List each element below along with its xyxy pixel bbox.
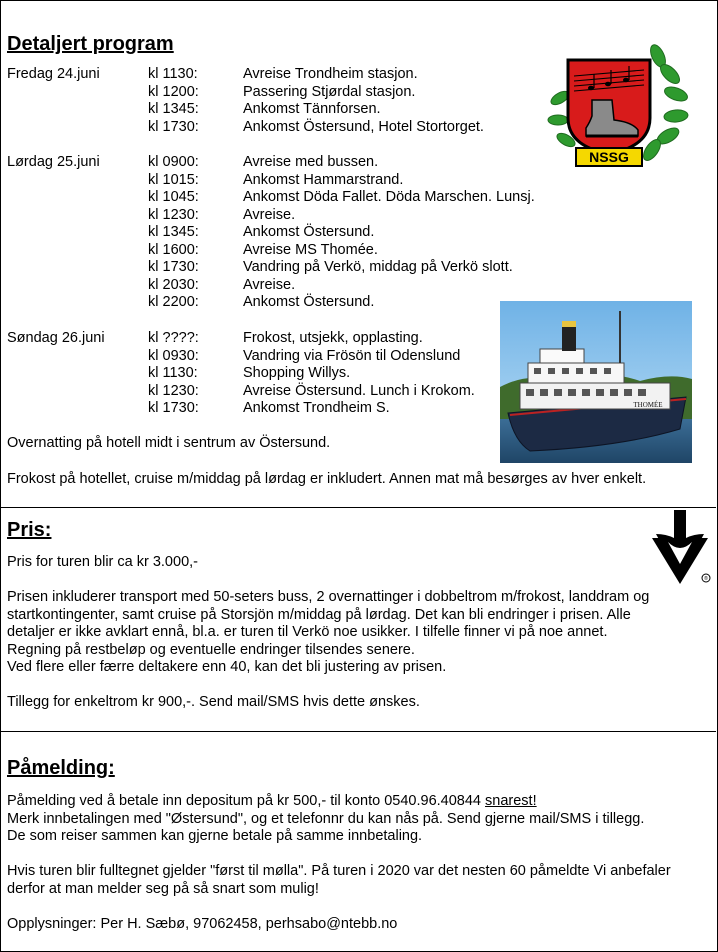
activity: Ankomst Döda Fallet. Döda Marschen. Lunsj. xyxy=(243,189,535,205)
activity: Ankomst Östersund. xyxy=(243,294,375,310)
price-line: Pris for turen blir ca kr 3.000,- xyxy=(7,554,198,570)
activity: Avreise MS Thomée. xyxy=(243,241,378,258)
time: kl 1230: xyxy=(148,382,199,399)
activity: Ankomst Hammarstrand. xyxy=(243,171,404,188)
registration-line xyxy=(7,793,707,811)
program-title: Detaljert program xyxy=(7,33,174,55)
single-room-supplement: Tillegg for enkeltrom kr 900,-. Send mail/SMS hvis dette ønskes. xyxy=(7,694,420,710)
day-label: Lørdag 25.juni xyxy=(7,154,100,170)
activity: Vandring via Frösön til Odenslund xyxy=(243,347,461,364)
activity: Passering Stjørdal stasjon. xyxy=(243,83,416,100)
urgent-text: snarest! xyxy=(485,793,537,809)
ivv-logo xyxy=(648,508,712,584)
price-paragraph-line: startkontingenter, samt cruise på Storsjön m/middag på lørdag. Det kan bli endringer i prisen. Alle xyxy=(7,606,631,623)
time: kl 1600: xyxy=(148,241,199,258)
section-divider xyxy=(0,507,716,508)
registration-text: Påmelding ved å betale inn depositum på kr 500,- til konto 0540.96.40844 xyxy=(7,793,486,809)
section-divider xyxy=(0,731,716,732)
time: kl 1730: xyxy=(148,400,199,416)
activity: Vandring på Verkö, middag på Verkö slott. xyxy=(243,259,513,275)
boat-name: THOMÉE xyxy=(633,401,663,409)
contact-info: Opplysninger: Per H. Sæbø, 97062458, perhsabo@ntebb.no xyxy=(7,916,398,932)
time: kl 1045: xyxy=(148,189,199,205)
time: kl 1730: xyxy=(148,118,199,135)
price-paragraph-line: Regning på restbeløp og eventuelle endringer tilsendes senere. xyxy=(7,641,415,658)
price-paragraph-line: Ved flere eller færre deltakere enn 40, kan det bli justering av prisen. xyxy=(7,659,447,675)
time: kl 0900: xyxy=(148,154,199,170)
registration-line: Hvis turen blir fulltegnet gjelder "først til mølla". På turen i 2020 var det nesten 60 påmeldte Vi anbefaler xyxy=(7,863,671,879)
price-paragraph-line: detaljer er ikke avklart ennå, bl.a. er turen til Verkö noe usikker. I tilfelle finner vi på noe annet. xyxy=(7,624,608,640)
time: kl ????: xyxy=(148,330,199,346)
time: kl 1130: xyxy=(148,66,198,82)
activity: Avreise Trondheim stasjon. xyxy=(243,66,418,82)
svg-text:®: ® xyxy=(704,576,708,582)
note-hotel: Overnatting på hotell midt i sentrum av Östersund. xyxy=(7,435,331,451)
registration-line: Merk innbetalingen med "Østersund", og et telefonnr du kan nås på. Send gjerne mail/SMS i tillegg. xyxy=(7,810,645,827)
logo-text: NSSG xyxy=(589,149,629,165)
day-label: Fredag 24.juni xyxy=(7,66,100,82)
day-label: Søndag 26.juni xyxy=(7,330,105,346)
price-paragraph-line: Prisen inkluderer transport med 50-seters buss, 2 overnattinger i dobbeltrom m/frokost, landdram og xyxy=(7,589,650,605)
activity: Ankomst Östersund, Hotel Stortorget. xyxy=(243,118,484,135)
boat-photo xyxy=(500,301,692,463)
time: kl 2030: xyxy=(148,276,199,293)
time: kl 0930: xyxy=(148,347,199,364)
time: kl 1130: xyxy=(148,365,198,381)
activity: Ankomst Östersund. xyxy=(243,224,375,240)
time: kl 1015: xyxy=(148,171,199,188)
activity: Avreise Östersund. Lunch i Krokom. xyxy=(243,382,475,399)
pamelding-title: Påmelding: xyxy=(7,757,115,779)
time: kl 1230: xyxy=(148,206,199,223)
activity: Avreise med bussen. xyxy=(243,154,379,170)
registration-line: De som reiser sammen kan gjerne betale på samme innbetaling. xyxy=(7,828,423,844)
activity: Ankomst Tännforsen. xyxy=(243,101,381,117)
note-meals: Frokost på hotellet, cruise m/middag på lørdag er inkludert. Annen mat må besørges av hver enkelt. xyxy=(7,471,647,487)
time: kl 1345: xyxy=(148,224,199,240)
activity: Avreise. xyxy=(243,206,296,223)
activity: Frokost, utsjekk, opplasting. xyxy=(243,330,423,346)
pris-title: Pris: xyxy=(7,519,52,541)
activity: Ankomst Trondheim S. xyxy=(243,400,390,416)
time: kl 1200: xyxy=(148,83,199,100)
registration-line: derfor at man melder seg på så snart som mulig! xyxy=(7,880,319,897)
activity: Avreise. xyxy=(243,276,296,293)
activity: Shopping Willys. xyxy=(243,365,351,381)
time: kl 2200: xyxy=(148,294,199,310)
time: kl 1730: xyxy=(148,259,199,275)
nssg-logo xyxy=(546,38,694,168)
time: kl 1345: xyxy=(148,101,199,117)
